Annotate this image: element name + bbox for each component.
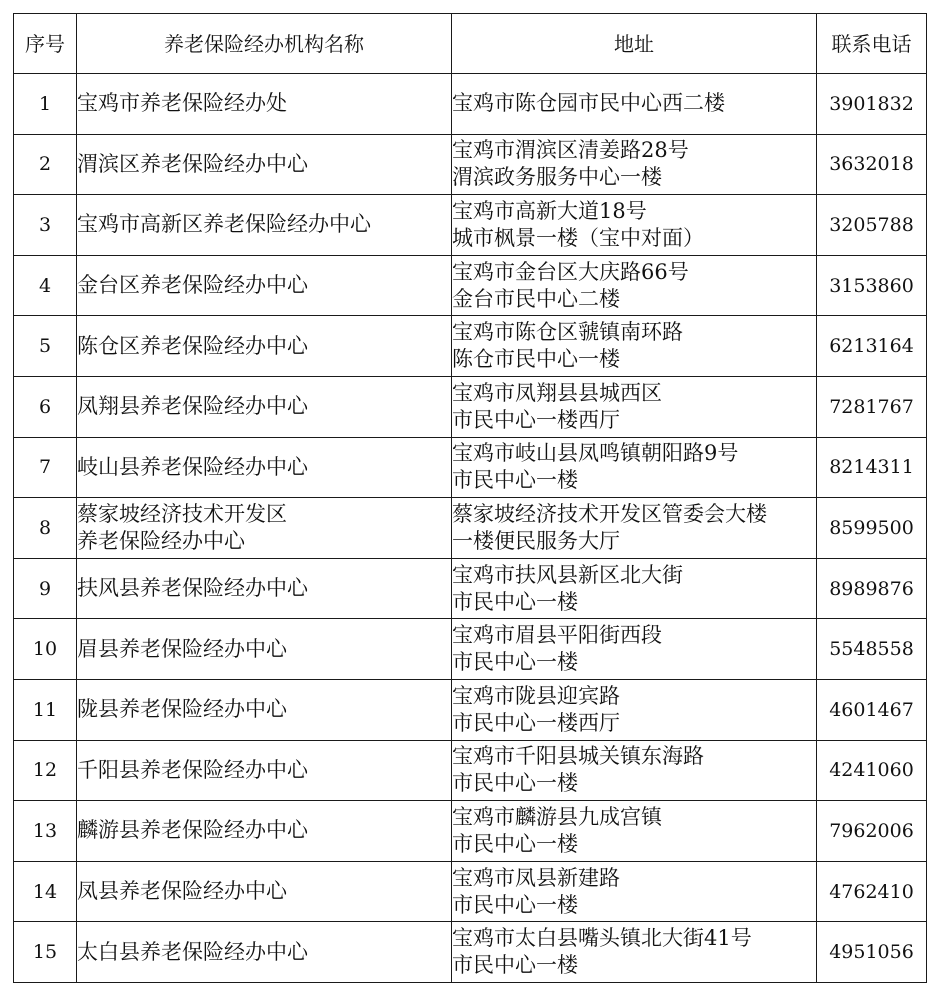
phone-cell: 4601467 (817, 679, 927, 740)
row-index: 3 (14, 195, 77, 256)
phone-cell: 3153860 (817, 255, 927, 316)
office-name-line: 麟游县养老保险经办中心 (77, 818, 308, 843)
row-index: 9 (14, 558, 77, 619)
table-body (14, 74, 927, 983)
office-name-cell (77, 498, 452, 559)
header-office-name: 养老保险经办机构名称 (77, 14, 452, 74)
row-index: 1 (14, 74, 77, 135)
phone-cell: 7281767 (817, 376, 927, 437)
address-line: 市民中心一楼 (452, 953, 578, 978)
table-row (14, 619, 927, 680)
office-name-cell (77, 558, 452, 619)
table-row (14, 740, 927, 801)
header-address: 地址 (452, 14, 817, 74)
office-name-line: 蔡家坡经济技术开发区 (77, 501, 287, 526)
office-name-cell (77, 134, 452, 195)
address-cell (452, 558, 817, 619)
address-cell (452, 922, 817, 983)
phone-cell: 5548558 (817, 619, 927, 680)
row-index: 2 (14, 134, 77, 195)
address-line: 宝鸡市千阳县城关镇东海路 (452, 744, 704, 769)
phone-cell: 3632018 (817, 134, 927, 195)
address-line: 宝鸡市渭滨区清姜路28号 (452, 138, 689, 163)
address-line: 陈仓市民中心一楼 (452, 347, 620, 372)
address-line: 宝鸡市麟游县九成宫镇 (452, 804, 662, 829)
header-row (14, 14, 927, 74)
address-line: 宝鸡市金台区大庆路66号 (452, 259, 689, 284)
header-phone: 联系电话 (817, 14, 927, 74)
office-name-cell (77, 679, 452, 740)
address-cell (452, 195, 817, 256)
row-index: 10 (14, 619, 77, 680)
address-line: 宝鸡市陈仓园市民中心西二楼 (452, 91, 725, 116)
address-line: 宝鸡市凤翔县县城西区 (452, 380, 662, 405)
office-name-line: 宝鸡市高新区养老保险经办中心 (77, 212, 371, 237)
office-name-cell (77, 74, 452, 135)
table-row (14, 255, 927, 316)
address-line: 宝鸡市陇县迎宾路 (452, 683, 620, 708)
address-line: 宝鸡市扶风县新区北大街 (452, 562, 683, 587)
office-name-line: 扶风县养老保险经办中心 (77, 576, 308, 601)
table-row (14, 679, 927, 740)
office-name-cell (77, 195, 452, 256)
address-line: 市民中心一楼西厅 (452, 407, 620, 432)
address-line: 宝鸡市岐山县凤鸣镇朝阳路9号 (452, 441, 739, 466)
address-cell (452, 316, 817, 377)
phone-cell: 7962006 (817, 801, 927, 862)
table-row (14, 134, 927, 195)
table-row (14, 498, 927, 559)
table-row (14, 861, 927, 922)
office-name-cell (77, 255, 452, 316)
address-line: 市民中心一楼 (452, 589, 578, 614)
table-row (14, 801, 927, 862)
office-name-line: 凤翔县养老保险经办中心 (77, 394, 308, 419)
table-row (14, 316, 927, 377)
address-line: 渭滨政务服务中心一楼 (452, 165, 662, 190)
row-index: 15 (14, 922, 77, 983)
office-name-line: 眉县养老保险经办中心 (77, 636, 287, 661)
address-line: 市民中心一楼 (452, 892, 578, 917)
row-index: 8 (14, 498, 77, 559)
office-name-cell (77, 437, 452, 498)
address-line: 城市枫景一楼（宝中对面） (452, 225, 704, 250)
address-line: 宝鸡市高新大道18号 (452, 198, 647, 223)
table-row (14, 195, 927, 256)
table-row (14, 558, 927, 619)
office-name-cell (77, 801, 452, 862)
office-name-cell (77, 740, 452, 801)
phone-cell: 3901832 (817, 74, 927, 135)
office-name-line: 养老保险经办中心 (77, 528, 245, 553)
address-line: 宝鸡市太白县嘴头镇北大街41号 (452, 926, 752, 951)
address-cell (452, 376, 817, 437)
address-cell (452, 255, 817, 316)
pension-offices-table (13, 13, 927, 983)
phone-cell: 8989876 (817, 558, 927, 619)
row-index: 14 (14, 861, 77, 922)
address-line: 市民中心一楼 (452, 468, 578, 493)
phone-cell: 6213164 (817, 316, 927, 377)
office-name-cell (77, 376, 452, 437)
office-name-line: 岐山县养老保险经办中心 (77, 454, 308, 479)
address-cell (452, 679, 817, 740)
office-name-line: 陇县养老保险经办中心 (77, 697, 287, 722)
address-line: 宝鸡市陈仓区虢镇南环路 (452, 320, 683, 345)
phone-cell: 3205788 (817, 195, 927, 256)
address-cell (452, 134, 817, 195)
table-row (14, 922, 927, 983)
address-line: 市民中心一楼 (452, 771, 578, 796)
address-line: 金台市民中心二楼 (452, 286, 620, 311)
row-index: 5 (14, 316, 77, 377)
phone-cell: 4241060 (817, 740, 927, 801)
row-index: 13 (14, 801, 77, 862)
header-index: 序号 (14, 14, 77, 74)
office-name-line: 宝鸡市养老保险经办处 (77, 91, 287, 116)
address-line: 市民中心一楼 (452, 650, 578, 675)
address-cell (452, 437, 817, 498)
row-index: 6 (14, 376, 77, 437)
address-cell (452, 619, 817, 680)
table-row (14, 376, 927, 437)
address-line: 蔡家坡经济技术开发区管委会大楼 (452, 501, 767, 526)
office-name-cell (77, 316, 452, 377)
phone-cell: 4951056 (817, 922, 927, 983)
office-name-line: 金台区养老保险经办中心 (77, 273, 308, 298)
row-index: 7 (14, 437, 77, 498)
address-line: 市民中心一楼西厅 (452, 710, 620, 735)
office-name-line: 陈仓区养老保险经办中心 (77, 333, 308, 358)
address-cell (452, 740, 817, 801)
office-name-line: 太白县养老保险经办中心 (77, 939, 308, 964)
address-line: 市民中心一楼 (452, 831, 578, 856)
address-cell (452, 801, 817, 862)
row-index: 11 (14, 679, 77, 740)
phone-cell: 8214311 (817, 437, 927, 498)
phone-cell: 4762410 (817, 861, 927, 922)
office-name-line: 千阳县养老保险经办中心 (77, 757, 308, 782)
address-cell (452, 498, 817, 559)
address-line: 宝鸡市眉县平阳街西段 (452, 623, 662, 648)
table-header (14, 14, 927, 74)
row-index: 4 (14, 255, 77, 316)
address-cell (452, 74, 817, 135)
table-row (14, 74, 927, 135)
office-name-cell (77, 619, 452, 680)
office-name-cell (77, 922, 452, 983)
table-row (14, 437, 927, 498)
address-cell (452, 861, 817, 922)
office-name-line: 渭滨区养老保险经办中心 (77, 151, 308, 176)
phone-cell: 8599500 (817, 498, 927, 559)
office-name-line: 凤县养老保险经办中心 (77, 879, 287, 904)
office-name-cell (77, 861, 452, 922)
row-index: 12 (14, 740, 77, 801)
address-line: 宝鸡市凤县新建路 (452, 865, 620, 890)
address-line: 一楼便民服务大厅 (452, 528, 620, 553)
